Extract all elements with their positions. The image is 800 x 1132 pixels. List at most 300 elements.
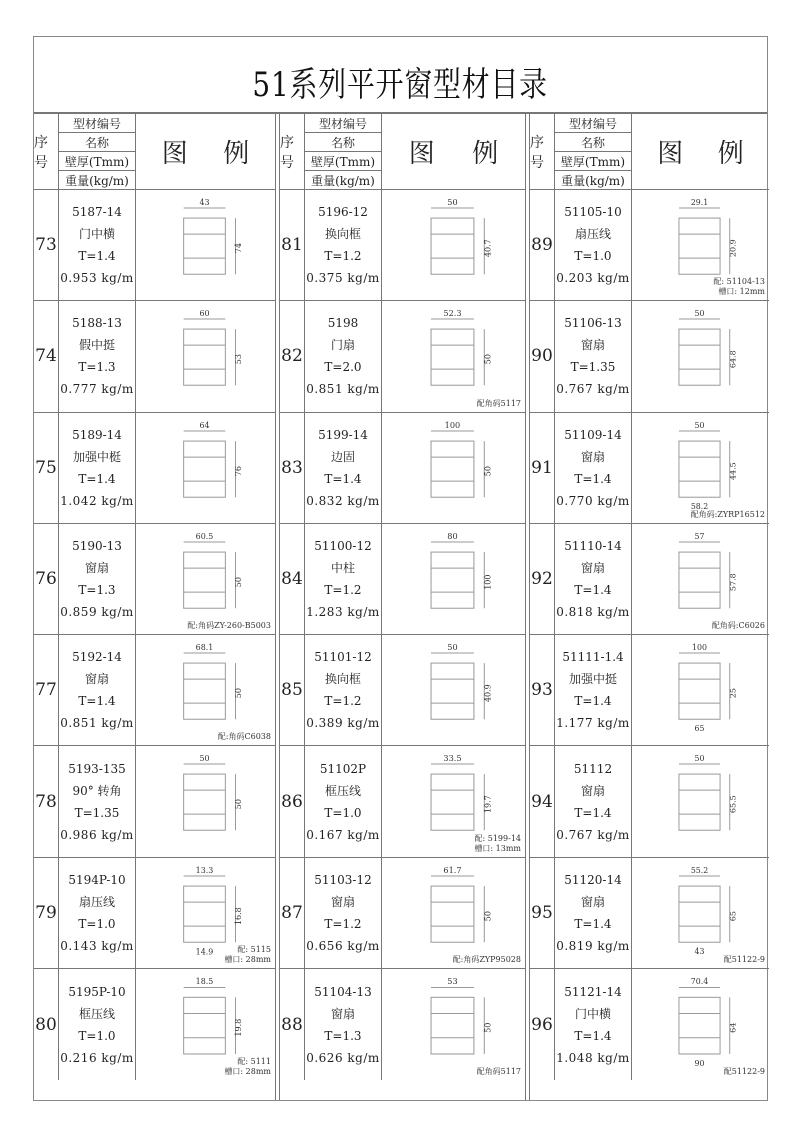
- profile-weight: 0.375 kg/m: [306, 271, 380, 286]
- page-title: 51系列平开窗型材目录: [252, 65, 549, 105]
- svg-text:55.2: 55.2: [690, 865, 709, 875]
- profile-weight: 1.042 kg/m: [60, 493, 134, 508]
- profile-weight: 0.859 kg/m: [60, 605, 134, 620]
- profile-drawing: [136, 969, 275, 1080]
- svg-text:20.9: 20.9: [728, 239, 738, 258]
- svg-text:50: 50: [694, 754, 705, 764]
- profile-thickness: T=1.4: [574, 805, 612, 820]
- row-info: [305, 413, 382, 523]
- profile-note-1: 配51122-9: [723, 955, 765, 965]
- profile-note: [224, 945, 271, 965]
- svg-text:50: 50: [234, 799, 244, 810]
- row-seq: 86: [280, 746, 305, 856]
- row-info: [555, 524, 632, 634]
- row-seq: 88: [280, 969, 305, 1080]
- svg-text:64: 64: [728, 1022, 738, 1033]
- profile-note: [187, 621, 271, 631]
- svg-text:100: 100: [692, 643, 707, 653]
- row-info: [555, 413, 632, 523]
- row-seq: 87: [280, 858, 305, 968]
- header-code: 型材编号: [59, 114, 135, 133]
- row-seq: 94: [530, 746, 555, 856]
- profile-weight: 0.953 kg/m: [60, 271, 134, 286]
- profile-drawing: [382, 858, 525, 968]
- row-seq: 74: [34, 301, 59, 411]
- page-title-area: [34, 37, 767, 114]
- profile-code: 5199-14: [318, 427, 368, 442]
- header-code: 型材编号: [555, 114, 631, 133]
- profile-section-icon: [382, 413, 525, 523]
- svg-text:50: 50: [447, 642, 458, 653]
- table-row: [34, 413, 275, 524]
- profile-note-1: 配: 5199-14: [474, 833, 521, 843]
- profile-note-1: 配角码5117: [476, 1067, 521, 1077]
- profile-thickness: T=1.4: [78, 249, 116, 264]
- svg-text:14.9: 14.9: [195, 947, 214, 957]
- profile-code: 51101-12: [314, 650, 372, 665]
- svg-text:40.7: 40.7: [482, 239, 493, 258]
- profile-note-1: 配角码:ZYRP16512: [690, 509, 765, 519]
- profile-name: 换向框: [324, 227, 361, 242]
- profile-code: 5190-13: [72, 539, 122, 554]
- profile-note-1: 配: 5115: [237, 945, 271, 955]
- profile-name: 加强中梃: [72, 449, 121, 464]
- table-row: [34, 635, 275, 746]
- profile-code: 51105-10: [564, 205, 622, 220]
- row-info: [305, 746, 382, 856]
- row-seq: 91: [530, 413, 555, 523]
- table-row: [530, 413, 769, 524]
- profile-code: 51120-14: [564, 872, 622, 887]
- profile-name: 框压线: [78, 1006, 115, 1021]
- header-figure-1: 图: [408, 139, 435, 169]
- table-row: [34, 969, 275, 1080]
- svg-text:100: 100: [444, 419, 461, 430]
- profile-weight: 0.851 kg/m: [306, 382, 380, 397]
- profile-section-icon: [136, 190, 275, 300]
- profile-weight: 1.048 kg/m: [556, 1050, 630, 1065]
- table-row: [280, 524, 525, 635]
- row-info: [59, 301, 136, 411]
- profile-name: 加强中挺: [568, 672, 617, 687]
- row-info: [305, 301, 382, 411]
- profile-section-icon: [382, 301, 525, 411]
- svg-text:50: 50: [694, 309, 705, 319]
- profile-section-icon: [136, 413, 275, 523]
- catalog-page: [33, 36, 768, 1101]
- svg-text:52.3: 52.3: [443, 308, 462, 319]
- svg-text:29.1: 29.1: [690, 197, 709, 208]
- row-info: [555, 301, 632, 411]
- header-thickness: 壁厚(Tmm): [59, 152, 135, 171]
- header-code: 型材编号: [305, 114, 381, 133]
- row-seq: 93: [530, 635, 555, 745]
- profile-note: [724, 1067, 765, 1077]
- profile-section-icon: [632, 301, 769, 411]
- profile-name: 门扇: [330, 338, 355, 353]
- profile-name: 框压线: [324, 783, 361, 798]
- profile-name: 窗扇: [84, 672, 109, 687]
- svg-text:60: 60: [199, 309, 210, 319]
- profile-weight: 0.767 kg/m: [556, 827, 630, 842]
- profile-thickness: T=1.35: [74, 805, 120, 820]
- header-weight: 重量(kg/m): [311, 173, 375, 188]
- catalog-column-3: [529, 114, 769, 1100]
- profile-drawing: [382, 413, 525, 523]
- profile-section-icon: [136, 524, 275, 634]
- profile-thickness: T=1.3: [324, 1028, 362, 1043]
- profile-name: 窗扇: [580, 561, 605, 576]
- svg-text:70.4: 70.4: [690, 977, 709, 987]
- profile-drawing: [382, 190, 525, 300]
- row-seq: 75: [34, 413, 59, 523]
- row-seq: 78: [34, 746, 59, 856]
- row-info: [59, 858, 136, 968]
- table-header: [34, 114, 275, 190]
- profile-section-icon: [632, 858, 769, 968]
- row-seq: 90: [530, 301, 555, 411]
- row-info: [305, 524, 382, 634]
- row-seq: 89: [530, 190, 555, 300]
- header-figure-2: 例: [717, 139, 744, 169]
- table-row: [530, 858, 769, 969]
- profile-drawing: [382, 746, 525, 856]
- row-seq: 77: [34, 635, 59, 745]
- table-row: [34, 301, 275, 412]
- svg-text:18.5: 18.5: [195, 977, 214, 987]
- profile-note: [477, 1067, 521, 1077]
- profile-note: [218, 732, 271, 742]
- svg-text:19.7: 19.7: [482, 795, 493, 814]
- profile-drawing: [382, 635, 525, 745]
- profile-weight: 0.203 kg/m: [556, 271, 630, 286]
- profile-weight: 0.656 kg/m: [306, 938, 380, 953]
- svg-text:50: 50: [482, 465, 493, 476]
- header-seq: 序号: [34, 114, 59, 189]
- table-row: [280, 190, 525, 301]
- profile-thickness: T=1.4: [324, 471, 362, 486]
- table-row: [280, 969, 525, 1080]
- svg-text:50: 50: [199, 754, 210, 764]
- svg-text:50: 50: [694, 420, 705, 430]
- profile-name: 门中横: [574, 1006, 611, 1021]
- row-info: [59, 413, 136, 523]
- profile-name: 窗扇: [330, 1006, 355, 1021]
- profile-section-icon: [632, 746, 769, 856]
- svg-text:65: 65: [728, 910, 738, 922]
- profile-thickness: T=1.0: [574, 249, 612, 264]
- row-seq: 81: [280, 190, 305, 300]
- profile-drawing: [382, 969, 525, 1080]
- profile-name: 窗扇: [580, 894, 605, 909]
- table-row: [34, 858, 275, 969]
- profile-section-icon: [632, 635, 769, 745]
- profile-drawing: [382, 524, 525, 634]
- row-seq: 79: [34, 858, 59, 968]
- row-seq: 84: [280, 524, 305, 634]
- profile-note-2: 槽口: 13mm: [474, 843, 521, 853]
- profile-thickness: T=1.2: [324, 916, 362, 931]
- profile-thickness: T=1.2: [324, 249, 362, 264]
- profile-drawing: [136, 858, 275, 968]
- profile-code: 51102P: [319, 761, 367, 776]
- profile-code: 5188-13: [72, 316, 122, 331]
- profile-code: 51104-13: [314, 984, 372, 999]
- profile-section-icon: [632, 524, 769, 634]
- svg-text:50: 50: [234, 576, 244, 588]
- header-figure-2: 例: [223, 139, 250, 169]
- profile-weight: 0.389 kg/m: [306, 716, 380, 731]
- row-info: [59, 190, 136, 300]
- profile-weight: 0.770 kg/m: [556, 493, 630, 508]
- profile-thickness: T=1.2: [324, 694, 362, 709]
- profile-weight: 0.767 kg/m: [556, 382, 630, 397]
- profile-thickness: T=1.0: [78, 1028, 116, 1043]
- row-info: [59, 635, 136, 745]
- row-info: [555, 190, 632, 300]
- row-seq: 73: [34, 190, 59, 300]
- profile-drawing: [136, 746, 275, 856]
- profile-note: [453, 955, 521, 965]
- profile-weight: 0.832 kg/m: [306, 493, 380, 508]
- catalog-columns: [34, 114, 767, 1100]
- svg-text:53: 53: [234, 354, 244, 365]
- svg-text:16.8: 16.8: [234, 907, 244, 925]
- row-info: [305, 858, 382, 968]
- profile-weight: 0.143 kg/m: [60, 938, 134, 953]
- svg-text:50: 50: [234, 688, 244, 699]
- header-thickness: 壁厚(Tmm): [305, 152, 381, 171]
- table-row: [280, 413, 525, 524]
- profile-code: 5187-14: [72, 205, 122, 220]
- profile-thickness: T=1.4: [574, 1028, 612, 1043]
- table-row: [280, 746, 525, 857]
- profile-section-icon: [382, 969, 525, 1080]
- header-name: 名称: [59, 133, 135, 152]
- svg-text:76: 76: [234, 465, 244, 476]
- header-weight: 重量(kg/m): [561, 173, 625, 188]
- header-labels: [305, 114, 382, 189]
- row-info: [555, 969, 632, 1080]
- row-info: [59, 746, 136, 856]
- profile-weight: 0.777 kg/m: [60, 382, 134, 397]
- table-row: [280, 301, 525, 412]
- profile-name: 扇压线: [574, 227, 611, 242]
- svg-text:57.8: 57.8: [728, 573, 738, 591]
- header-figure-2: 例: [472, 139, 499, 169]
- table-row: [530, 301, 769, 412]
- profile-drawing: [136, 301, 275, 411]
- profile-name: 窗扇: [580, 783, 605, 798]
- svg-text:58.2: 58.2: [690, 501, 709, 511]
- profile-code: 51110-14: [564, 539, 622, 554]
- row-info: [59, 969, 136, 1080]
- profile-note-1: 配: 51104-13: [713, 277, 765, 287]
- profile-name: 扇压线: [78, 894, 115, 909]
- profile-thickness: T=1.0: [324, 805, 362, 820]
- profile-section-icon: [136, 301, 275, 411]
- profile-note-1: 配角码5117: [476, 398, 521, 408]
- row-info: [555, 746, 632, 856]
- profile-code: 5194P-10: [68, 872, 126, 887]
- header-figure: [136, 114, 275, 189]
- profile-name: 假中挺: [78, 338, 115, 353]
- svg-text:43: 43: [199, 198, 210, 208]
- table-header: [280, 114, 525, 190]
- row-seq: 83: [280, 413, 305, 523]
- header-figure-1: 图: [161, 139, 188, 169]
- profile-name: 门中横: [78, 227, 115, 242]
- profile-drawing: [632, 635, 769, 745]
- svg-text:61.7: 61.7: [443, 864, 462, 875]
- header-figure-1: 图: [657, 139, 684, 169]
- profile-code: 51106-13: [564, 316, 622, 331]
- profile-note: [691, 510, 765, 520]
- profile-weight: 0.818 kg/m: [556, 605, 630, 620]
- table-row: [530, 190, 769, 301]
- table-row: [280, 858, 525, 969]
- profile-code: 51112: [573, 761, 613, 776]
- header-seq: 序号: [530, 114, 555, 189]
- svg-text:100: 100: [482, 574, 493, 590]
- svg-text:57: 57: [694, 531, 705, 541]
- profile-name: 窗扇: [84, 561, 109, 576]
- profile-drawing: [632, 190, 769, 300]
- profile-weight: 0.167 kg/m: [306, 827, 380, 842]
- profile-name: 窗扇: [580, 338, 605, 353]
- svg-text:65.5: 65.5: [728, 795, 738, 814]
- profile-code: 5198: [327, 316, 359, 331]
- profile-note-2: 槽口: 12mm: [718, 287, 765, 297]
- profile-thickness: T=2.0: [324, 360, 362, 375]
- profile-thickness: T=1.3: [78, 583, 116, 598]
- profile-drawing: [136, 524, 275, 634]
- svg-text:44.5: 44.5: [728, 461, 738, 480]
- svg-text:33.5: 33.5: [443, 753, 462, 764]
- profile-code: 51109-14: [564, 427, 622, 442]
- profile-name: 窗扇: [330, 894, 355, 909]
- profile-weight: 0.986 kg/m: [60, 827, 134, 842]
- profile-code: 5189-14: [72, 427, 122, 442]
- profile-drawing: [382, 301, 525, 411]
- row-seq: 82: [280, 301, 305, 411]
- svg-text:43: 43: [694, 946, 705, 957]
- profile-code: 5196-12: [318, 205, 368, 220]
- profile-thickness: T=1.4: [574, 471, 612, 486]
- profile-drawing: [632, 858, 769, 968]
- profile-section-icon: [632, 969, 769, 1080]
- profile-section-icon: [382, 190, 525, 300]
- profile-note-2: 槽口: 28mm: [224, 1067, 271, 1077]
- profile-section-icon: [382, 524, 525, 634]
- header-labels: [555, 114, 632, 189]
- profile-section-icon: [136, 635, 275, 745]
- profile-drawing: [632, 524, 769, 634]
- profile-note-1: 配角码:C6026: [711, 621, 765, 631]
- profile-note-1: 配:角码ZY-260-B5003: [187, 621, 271, 631]
- profile-note: [712, 621, 765, 631]
- profile-drawing: [136, 190, 275, 300]
- profile-drawing: [632, 413, 769, 523]
- svg-text:50: 50: [482, 910, 493, 922]
- row-info: [305, 190, 382, 300]
- table-header: [530, 114, 769, 190]
- header-name: 名称: [555, 133, 631, 152]
- table-row: [530, 635, 769, 746]
- profile-note-1: 配:角码ZYP95028: [452, 955, 521, 965]
- profile-name: 90° 转角: [72, 783, 122, 798]
- svg-text:50: 50: [482, 354, 493, 365]
- header-seq: 序号: [280, 114, 305, 189]
- profile-drawing: [632, 969, 769, 1080]
- profile-weight: 0.626 kg/m: [306, 1050, 380, 1065]
- profile-code: 5192-14: [72, 650, 122, 665]
- header-figure: [632, 114, 769, 189]
- profile-name: 中柱: [330, 561, 355, 576]
- profile-note: [224, 1057, 271, 1077]
- svg-text:25: 25: [728, 688, 738, 699]
- profile-thickness: T=1.35: [570, 360, 616, 375]
- profile-code: 51100-12: [314, 539, 372, 554]
- svg-text:40.9: 40.9: [482, 684, 493, 703]
- profile-code: 51111-1.4: [562, 650, 624, 665]
- profile-note: [713, 277, 765, 297]
- profile-thickness: T=1.4: [574, 916, 612, 931]
- profile-code: 51121-14: [564, 984, 622, 999]
- svg-text:64.8: 64.8: [728, 350, 738, 369]
- profile-thickness: T=1.4: [78, 694, 116, 709]
- table-row: [280, 635, 525, 746]
- table-row: [530, 746, 769, 857]
- profile-code: 51103-12: [314, 872, 372, 887]
- svg-text:53: 53: [447, 976, 458, 987]
- profile-weight: 1.283 kg/m: [306, 605, 380, 620]
- svg-text:60.5: 60.5: [195, 531, 214, 541]
- header-figure: [382, 114, 525, 189]
- profile-drawing: [632, 301, 769, 411]
- profile-weight: 0.819 kg/m: [556, 938, 630, 953]
- row-info: [555, 858, 632, 968]
- profile-drawing: [136, 413, 275, 523]
- profile-code: 5195P-10: [68, 984, 126, 999]
- profile-section-icon: [136, 746, 275, 856]
- svg-text:74: 74: [234, 243, 244, 254]
- svg-text:64: 64: [199, 420, 210, 430]
- profile-note: [724, 955, 765, 965]
- svg-text:50: 50: [447, 197, 458, 208]
- profile-drawing: [136, 635, 275, 745]
- header-thickness: 壁厚(Tmm): [555, 152, 631, 171]
- row-info: [59, 524, 136, 634]
- row-info: [305, 969, 382, 1080]
- profile-note-2: 槽口: 28mm: [224, 955, 271, 965]
- catalog-column-2: [279, 114, 526, 1100]
- table-row: [530, 969, 769, 1080]
- profile-section-icon: [382, 635, 525, 745]
- profile-note-1: 配: 5111: [237, 1057, 271, 1067]
- row-seq: 85: [280, 635, 305, 745]
- profile-note: [477, 399, 521, 409]
- profile-section-icon: [632, 413, 769, 523]
- header-weight: 重量(kg/m): [65, 173, 129, 188]
- table-row: [34, 746, 275, 857]
- table-row: [34, 524, 275, 635]
- row-info: [555, 635, 632, 745]
- row-seq: 95: [530, 858, 555, 968]
- profile-thickness: T=1.2: [324, 583, 362, 598]
- svg-text:19.8: 19.8: [234, 1018, 244, 1037]
- profile-name: 边固: [330, 449, 355, 464]
